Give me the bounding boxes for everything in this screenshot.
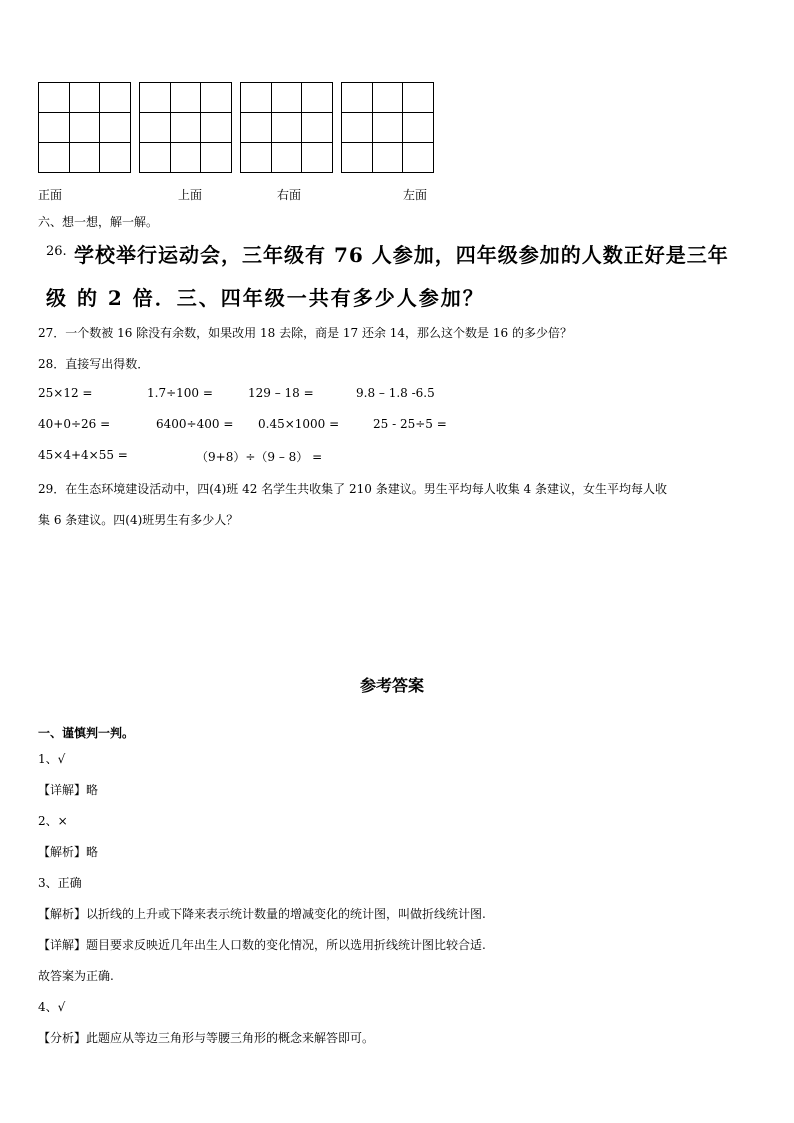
q28-expr: 129 – 18 =	[248, 386, 314, 400]
view-grid-right	[240, 82, 333, 173]
q28-expr: 40+0÷26 =	[38, 417, 111, 431]
answers-section-one: 一、谨慎判一判。	[38, 726, 135, 740]
q26-line2: 级 的 2 倍．三、四年级一共有多少人参加？	[46, 286, 485, 310]
answer-line: 【解析】略	[38, 845, 99, 859]
label-top: 上面	[178, 188, 203, 202]
q28-expr: 25 - 25÷5 =	[373, 417, 447, 431]
q28-title: 28．直接写出得数．	[38, 357, 150, 371]
q29-line1: 29．在生态环境建设活动中，四(4)班 42 名学生共收集了 210 条建议。男生平均每人收集 4 条建议，女生平均每人收	[38, 482, 667, 496]
answer-line: 【详解】题目要求反映近几年出生人口数的变化情况，所以选用折线统计图比较合适.	[38, 938, 486, 952]
answer-line: 故答案为正确.	[38, 969, 114, 983]
label-left: 左面	[403, 188, 428, 202]
q27-text: 27．一个数被 16 除没有余数，如果改用 18 去除，商是 17 还余 14，那么这个数是 16 的多少倍？	[38, 326, 572, 340]
view-grid-left	[341, 82, 434, 173]
label-front: 正面	[38, 188, 63, 202]
q29-line2: 集 6 条建议。四(4)班男生有多少人？	[38, 513, 239, 527]
view-grid-front	[38, 82, 131, 173]
q28-expr: 25×12 =	[38, 386, 93, 400]
answer-line: 2、×	[38, 814, 68, 828]
answer-line: 3、正确	[38, 876, 82, 890]
answer-line: 【分析】此题应从等边三角形与等腰三角形的概念来解答即可。	[38, 1031, 375, 1045]
q26-number: 26.	[46, 244, 67, 259]
q28-expr: 0.45×1000 =	[258, 417, 340, 431]
answer-line: 4、√	[38, 1000, 66, 1014]
answers-title: 参考答案	[360, 676, 425, 695]
q28-expr: 6400÷400 =	[156, 417, 234, 431]
answer-line: 【详解】略	[38, 783, 99, 797]
q28-expr: 45×4+4×55 =	[38, 448, 128, 462]
answer-line: 【解析】以折线的上升或下降来表示统计数量的增减变化的统计图，叫做折线统计图.	[38, 907, 486, 921]
answer-line: 1、√	[38, 752, 66, 766]
q28-expr: 1.7÷100 =	[147, 386, 213, 400]
q28-expr: （9+8）÷（9 – 8） =	[196, 450, 323, 464]
label-right: 右面	[277, 188, 302, 202]
view-grid-top	[139, 82, 232, 173]
section-six-heading: 六、想一想，解一解。	[38, 215, 159, 229]
q28-expr: 9.8 – 1.8 -6.5	[356, 386, 435, 400]
q26-line1: 学校举行运动会，三年级有 76 人参加，四年级参加的人数正好是三年	[74, 243, 729, 267]
